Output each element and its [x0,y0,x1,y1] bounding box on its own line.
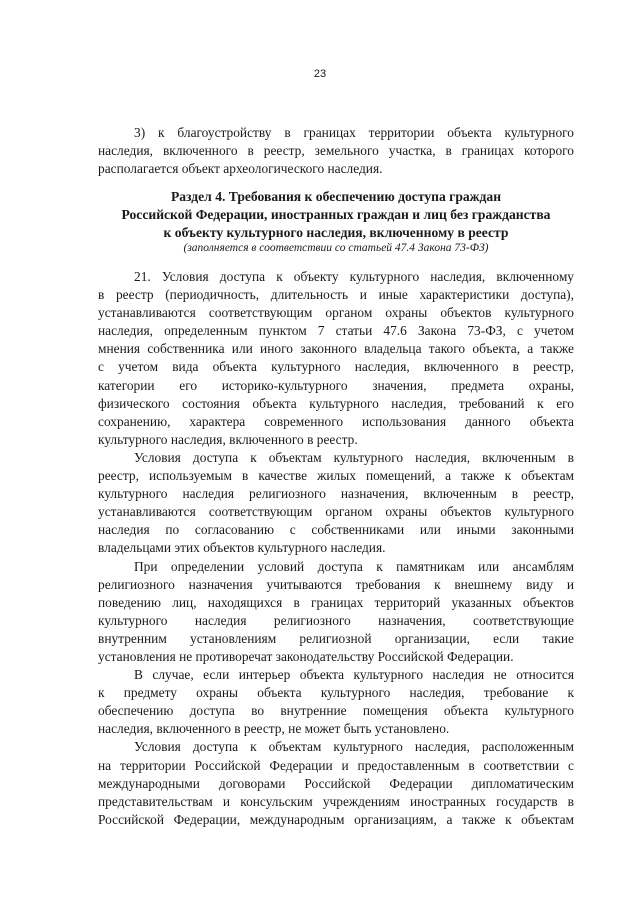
text-line: на территории Российской Федерации и предоставленным в соответствии с [98,757,574,773]
heading-line: к объекту культурного наследия, включенному в реестр [163,224,509,240]
text-line: обеспечению доступа во внутренние помещения объекта культурного [98,703,574,719]
text-line: поведению лиц, находящихся в границах территорий указанных объектов [98,594,574,610]
text-line: культурного наследия религиозного назначения, соответствующие [98,612,574,628]
text-line: В случае, если интерьер объекта культурного наследия не относится [134,667,574,683]
text-line: к предмету охраны объекта культурного наследия, требование к [98,685,574,701]
page-number: 23 [313,68,327,80]
text-line: представительствам и консульским учреждениям иностранных государств в [98,793,574,809]
text-line: Условия доступа к объектам культурного наследия, расположенным [134,739,574,755]
paragraph-21 [98,268,574,829]
section-note: (заполняется в соответствии со статьей 47.4 Закона 73-ФЗ) [183,242,489,254]
text-line: Российской Федерации, международным организациям, а также к объектам [98,811,574,827]
list-item-3 [98,124,574,178]
text-line: При определении условий доступа к памятникам или ансамблям [134,558,574,574]
text-line: располагается объект археологического наследия. [98,161,383,177]
text-line: культурного наследия, включенного в реестр. [98,431,358,447]
text-line: с учетом вида объекта культурного наследия, включенного в реестр, [98,359,574,375]
text-line: международными договорами Российской Федерации дипломатическим [98,775,574,791]
text-line: наследия по согласованию с собственниками или иными законными [98,522,574,538]
text-line: наследия, определенным пунктом 7 статьи 47.6 Закона 73-ФЗ, с учетом [98,323,574,339]
section-heading [98,188,574,241]
text-line: категории его историко-культурного значения, предмета охраны, [98,377,574,393]
text-line: 21. Условия доступа к объекту культурного наследия, включенному [134,269,574,284]
text-line: внутренним установлениям религиозной организации, если такие [98,630,574,646]
text-line: устанавливаются соответствующим органом охраны объектов культурного [98,305,574,321]
text-line: в реестр (периодичность, длительность и иные характеристики доступа), [98,287,574,303]
text-line: религиозного назначения учитываются требования к внешнему виду и [98,576,574,592]
text-line: Условия доступа к объектам культурного наследия, включенным в [134,449,574,465]
text-line: владельцами этих объектов культурного наследия. [98,540,386,556]
heading-line: Раздел 4. Требования к обеспечению доступа граждан [170,189,502,204]
text-line: физического состояния объекта культурного наследия, требований к его [98,395,574,411]
text-line: реестр, используемым в качестве жилых помещений, а также к объектам [98,468,574,484]
text-line: установления не противоречат законодательству Российской Федерации. [98,648,514,664]
text-line: наследия, включенного в реестр, не может быть установлено. [98,721,450,737]
text-line: наследия, включенного в реестр, земельного участка, в границах которого [98,143,574,159]
heading-line: Российской Федерации, иностранных граждан и лиц без гражданства [121,206,551,222]
text-line: устанавливаются соответствующим органом охраны объектов культурного [98,504,574,520]
text-line: культурного наследия религиозного назначения, включенным в реестр, [98,486,574,502]
text-line: мнения собственника или иного законного владельца такого объекта, а также [98,341,574,357]
text-line: 3) к благоустройству в границах территории объекта культурного [134,125,574,140]
text-line: сохранению, характера современного использования данного объекта [98,413,574,429]
